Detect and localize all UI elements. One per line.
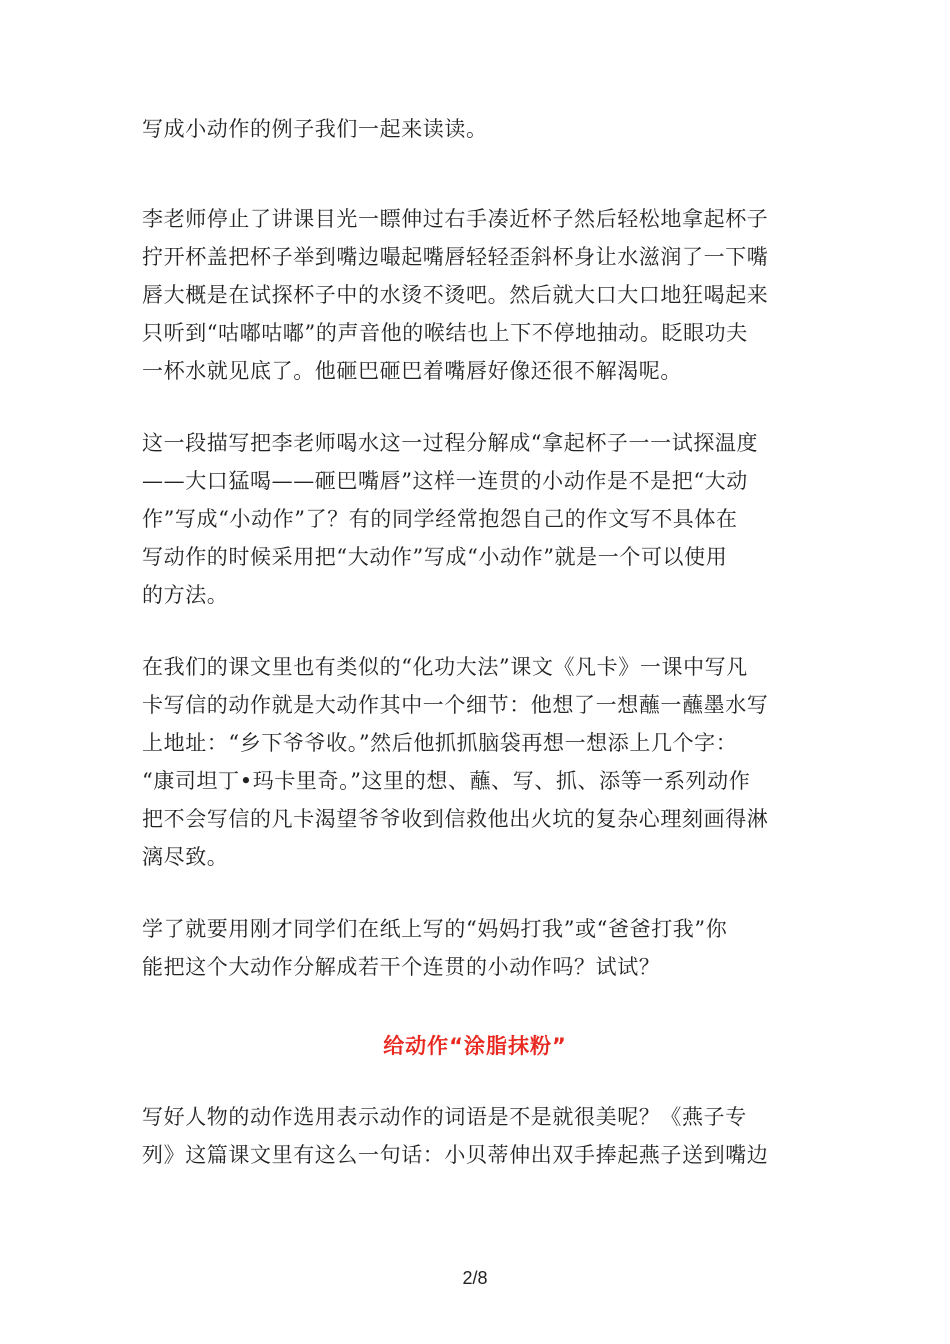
text-line: 列》这篇课文里有这么一句话：小贝蒂伸出双手捧起燕子送到嘴边 — [142, 1143, 769, 1167]
text-line: 把不会写信的凡卡渴望爷爷收到信救他出火坑的复杂心理刻画得淋 — [142, 807, 769, 831]
text-line: 学了就要用刚才同学们在纸上写的“妈妈打我”或“爸爸打我”你 — [142, 917, 728, 941]
text-line: 在我们的课文里也有类似的“化功大法”课文《凡卡》一课中写凡 — [142, 655, 748, 679]
text-line: 唇大概是在试探杯子中的水烫不烫吧。然后就大口大口地狂喝起来 — [142, 283, 769, 307]
paragraph-6 — [142, 1098, 810, 1174]
paragraph-spacer — [142, 390, 810, 424]
paragraph-spacer — [142, 876, 810, 910]
text-line: 只听到“咕嘟咕嘟”的声音他的喉结也上下不停地抽动。眨眼功夫 — [142, 321, 748, 345]
text-line: 能把这个大动作分解成若干个连贯的小动作吗？试试？ — [142, 955, 661, 979]
text-line: 卡写信的动作就是大动作其中一个细节：他想了一想蘸一蘸墨水写 — [142, 693, 769, 717]
text-line: 这一段描写把李老师喝水这一过程分解成“拿起杯子一一试探温度 — [142, 431, 759, 455]
text-line: 作”写成“小动作”了？有的同学经常抱怨自己的作文写不具体在 — [142, 507, 738, 531]
paragraph-2 — [142, 200, 810, 390]
text-line: 的方法。 — [142, 583, 229, 607]
document-body — [142, 110, 810, 986]
paragraph-spacer — [142, 614, 810, 648]
text-line: 漓尽致。 — [142, 845, 229, 869]
text-line: 写动作的时候采用把“大动作”写成“小动作”就是一个可以使用 — [142, 545, 728, 569]
section-heading: 给动作“涂脂抹粉” — [383, 1034, 567, 1058]
paragraph-3 — [142, 424, 810, 614]
text-line: ——大口猛喝——砸巴嘴唇”这样一连贯的小动作是不是把“大动 — [142, 469, 748, 493]
paragraph-4 — [142, 648, 810, 876]
text-line: “康司坦丁•玛卡里奇。”这里的想、蘸、写、抓、添等一系列动作 — [142, 769, 751, 793]
paragraph-spacer — [142, 148, 810, 200]
text-line: 写成小动作的例子我们一起来读读。 — [142, 117, 488, 141]
paragraph-5 — [142, 910, 810, 986]
text-line: 一杯水就见底了。他砸巴砸巴着嘴唇好像还很不解渴呢。 — [142, 359, 682, 383]
text-line: 写好人物的动作选用表示动作的词语是不是就很美呢？《燕子专 — [142, 1105, 747, 1129]
paragraph-1 — [142, 110, 810, 148]
page-number: 2/8 — [462, 1268, 488, 1288]
text-line: 拧开杯盖把杯子举到嘴边嘬起嘴唇轻轻歪斜杯身让水滋润了一下嘴 — [142, 245, 769, 269]
text-line: 上地址：“乡下爷爷收。”然后他抓抓脑袋再想一想添上几个字： — [142, 731, 738, 755]
text-line: 李老师停止了讲课目光一瞟伸过右手凑近杯子然后轻松地拿起杯子 — [142, 207, 769, 231]
document-body-continued — [142, 1098, 810, 1174]
